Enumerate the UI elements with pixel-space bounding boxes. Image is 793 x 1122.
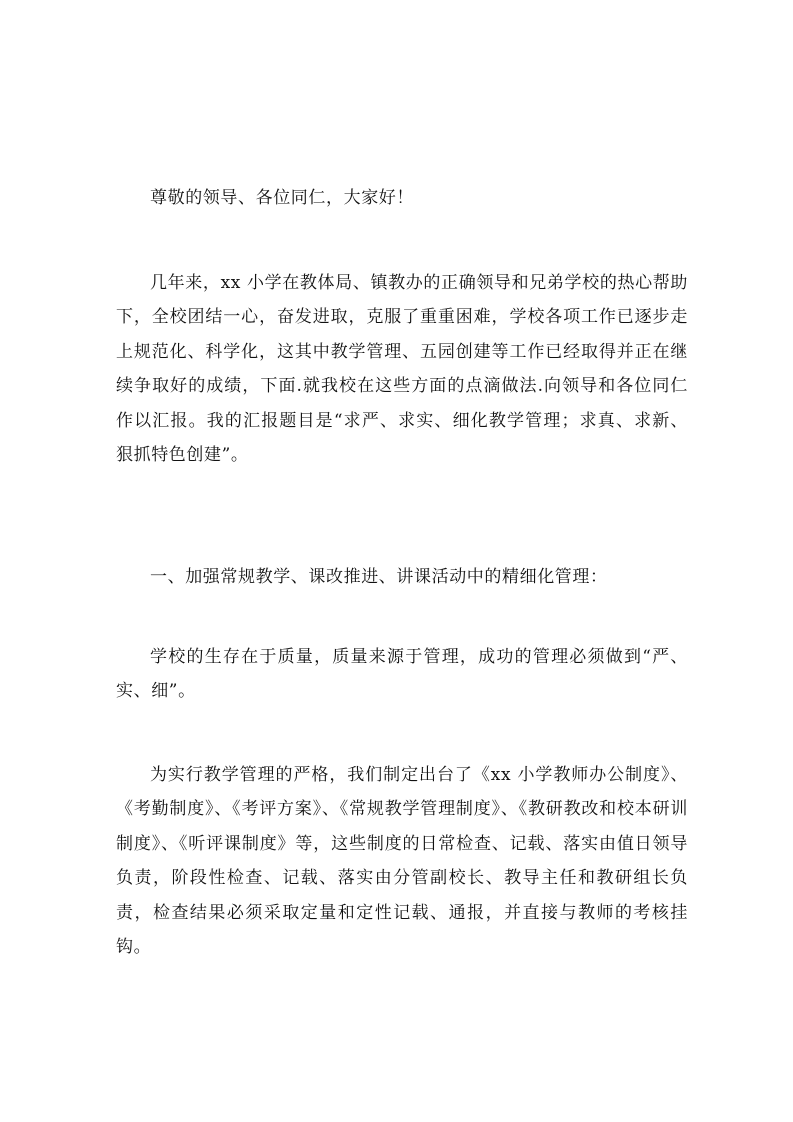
paragraph-regulations: 为实行教学管理的严格，我们制定出台了《xx 小学教师办公制度》、《考勤制度》、《考评方案》、《常规教学管理制度》、《教研教改和校本研训制度》、《听评课制度》等，这些制度的日常检查、记载、落实由值日领导负责，阶段性检查、记载、落实由分管副校长、教导主任和教研组长负责，检查结果必须采取定量和定性记载、通报，并直接与教师的考核挂钩。: [116, 765, 688, 958]
greeting: 尊敬的领导、各位同仁，大家好！: [150, 188, 414, 208]
paragraph-intro: 几年来，xx 小学在教体局、镇教办的正确领导和兄弟学校的热心帮助下，全校团结一心，奋发进取，克服了重重困难，学校各项工作已逐步走上规范化、科学化，这其中教学管理、五园创建等工作已经取得并正在继续争取好的成绩，下面.就我校在这些方面的点滴做法.向领导和各位同仁作以汇报。我的汇报题目是“求严、求实、细化教学管理；求真、求新、狠抓特色创建”。: [116, 273, 688, 466]
section-heading: 一、加强常规教学、课改推进、讲课活动中的精细化管理：: [150, 567, 608, 587]
paragraph-quality: 学校的生存在于质量，质量来源于管理，成功的管理必须做到“严、实、细”。: [116, 647, 688, 702]
